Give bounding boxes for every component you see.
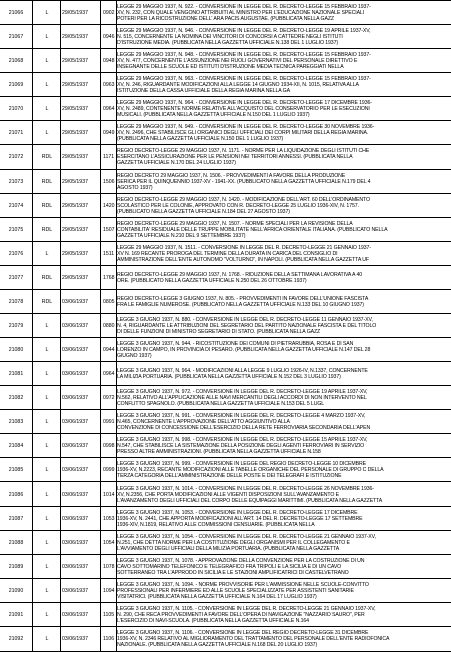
decree-date: 29/05/1937 — [62, 154, 88, 161]
decree-type: RDL — [41, 202, 53, 209]
decree-code: 0963 — [103, 82, 115, 89]
decree-number: 21070 — [8, 106, 24, 113]
table-row — [0, 410, 451, 434]
decree-type: RDL — [41, 274, 53, 281]
description-line: REGIO DECRETO-LEGGE 29 MAGGIO 1937, N. 1420. - MODIFICAZIONE DELL'ART. 60 DELL'ORDINAMENTO — [117, 196, 370, 203]
table-row — [0, 458, 451, 482]
decree-date: 03/06/1937 — [62, 611, 88, 618]
description-line: FRA LE FAMIGLIE NUMEROSE. (PUBBLICATO NELLA GAZZETTA UFFICIALE N.133 DEL 10 GIUGNO 1937) — [117, 301, 364, 308]
description-line: SCOLASTICO PER LE COLONIE, APPROVATO CON R. DECRETO-LEGGE 25 LUGLIO 1936-XIV, N. 1757. — [117, 202, 359, 209]
description-line: LORENZO IN CAMPO, IN PROVINCIA DI PESARO. (PUBBLICATA NELLA GAZZETTA UFFICIALE N.147 DEL 28 — [117, 347, 371, 354]
description-line: AGOSTO 1937) — [117, 184, 153, 191]
decree-type: L — [45, 515, 49, 522]
description-line: N.547, CHE STABILISCE LA SISTEMAZIONE DELLA POSIZIONE DEGLI AGENTI FERROVIARI IN SERVIZIO — [117, 443, 365, 450]
decree-type: L — [45, 347, 49, 354]
table-row — [0, 603, 451, 627]
decree-description — [117, 486, 449, 504]
decree-number: 21072 — [8, 154, 24, 161]
decree-code: 0964 — [103, 106, 115, 113]
decree-date: 29/05/1937 — [62, 250, 88, 257]
decree-date: 03/06/1937 — [62, 298, 88, 305]
decree-description — [117, 272, 449, 284]
description-line: LEGGE 3 GIUGNO 1937, N. 1105. - CONVERSIONE IN LEGGE DEL R. DECRETO-LEGGE 21 GENNAIO 1937-XV, — [117, 605, 376, 612]
description-line: REGIO DECRETO 29 MAGGIO 1937, N. 1506. - PROVVEDIMENTI A FAVORE DELLA PRODUZIONE — [117, 172, 346, 179]
decree-type: L — [45, 106, 49, 113]
description-line: LEGGE 3 GIUGNO 1937, N. 998. - CONVERSIONE IN LEGGE DEL R. DECRETO-LEGGE 15 APRILE 1937-XV, — [117, 437, 368, 444]
description-line: LEGGE 29 MAGGIO 1937, N. 963. - CONVERSIONE IN LEGGE DEL R. DECRETO-LEGGE 15 FEBBRAIO 1937- — [117, 76, 371, 83]
decree-code: 0946 — [103, 34, 115, 41]
table-row — [0, 555, 451, 579]
description-line: NAZIONALE. (PUBBLICATA NELLA GAZZETTA UFFICIALE N.168 DEL 20 LUGLIO 1937) — [117, 641, 318, 648]
decree-description — [117, 52, 449, 70]
description-line: CONTABILITA' RESIDUALE DELLE TRUPPE MOBILITATE NELL'AFRICA ORIENTALE ITALIANA. (PUBBLICATO NELLA — [117, 226, 388, 233]
decree-number: 21086 — [8, 491, 24, 498]
decree-code: 1507 — [103, 226, 115, 233]
description-line: D'ISTRUZIONE MEDIA. (PUBBLICATA NELLA GAZZETTA UFFICIALE N.138 DEL 1 LUGLIO 1937) — [117, 40, 338, 47]
decree-description — [117, 510, 449, 528]
description-line: N.465, CONCERNENTE L'APPROVAZIONE DELL'ATTO AGGIUNTIVO ALLA — [117, 419, 290, 426]
decree-description — [117, 630, 449, 648]
decree-code: 0999 — [103, 467, 115, 474]
decree-number: 21079 — [8, 322, 24, 329]
decree-code: 1053 — [103, 515, 115, 522]
decree-description — [117, 197, 449, 215]
decree-code: 1420 — [103, 202, 115, 209]
decree-number: 21069 — [8, 82, 24, 89]
decree-description — [117, 173, 449, 191]
table-row — [0, 145, 451, 169]
decree-number: 21067 — [8, 34, 24, 41]
decree-number: 21090 — [8, 587, 24, 594]
table-row — [0, 25, 451, 49]
description-line: AMMINISTRAZIONE DELL'ENTE AUTONOMO "VOLTURNO", IN NAPOLI. (PUBBLICATA NELLA GAZZETTA UF — [117, 256, 369, 263]
decree-type: L — [45, 58, 49, 65]
decree-code: 0972 — [103, 395, 115, 402]
description-line: POTERI PER LA RICOSTRUZIONE DELL' ARA PACIS AUGUSTAE. (PUBBLICATA NELLA GAZZ — [117, 16, 334, 23]
decree-description — [117, 437, 449, 455]
decree-date: 03/06/1937 — [62, 419, 88, 426]
decree-date: 03/06/1937 — [62, 563, 88, 570]
description-line: 1936-XV, N. 2441, CHE APPORTA MODIFICAZIONI ALL'ART. 14 DEL R. DECRETO-LEGGE 17 SETTEMBRE — [117, 515, 363, 522]
decree-number: 21081 — [8, 371, 24, 378]
description-line: CONFLITTO SPAGNOLO. (PUBBLICATA NELLA GAZZETTA UFFICIALE N.153 DEL 5 LUGL — [117, 401, 325, 408]
table-row — [0, 531, 451, 555]
decree-type: RDL — [41, 178, 53, 185]
decree-description — [117, 296, 449, 308]
description-line: (PUBBLICATA NELLA GAZZETTA UFFICIALE N.150 DEL 1 LUGLIO 1937) — [117, 136, 284, 143]
decree-description — [117, 4, 449, 22]
decree-type: L — [45, 130, 49, 137]
description-line: L'AVANZAMENTO DEGLI UFFICIALI DEL CORPO DELLE EQUIPAGGI MARITTIMI. (PUBBLICATA NELLA GAZZETTA — [117, 497, 383, 504]
decree-code: 1511 — [103, 250, 115, 257]
description-line: XV, N.2356, CHE PORTA MODIFICAZIONI ALLE VIGENTI DISPOSIZIONI SULL'AVANZAMENTO E — [117, 491, 340, 498]
decree-description — [117, 317, 449, 335]
description-line: LEGGE 3 GIUGNO 1937, N. 944. - RICOSTITUZIONE DEI COMUNI DI PIETRARUBBIA, ROSA E DI SAN — [117, 341, 354, 348]
table-row — [0, 507, 451, 531]
decree-number: 21080 — [8, 347, 24, 354]
decree-number: 21085 — [8, 467, 24, 474]
decree-date: 29/05/1937 — [62, 106, 88, 113]
description-line: 1936-XIV, N.1819, RELATIVO ALLE COMMISSIONI CENSUARIE. (PUBBLICATA NELLA — [117, 521, 315, 528]
description-line: TERZA CATEGORIA DELL'AMMINISTRAZIONE DELLE POSTE E DEI TELEGRAFI E ISTITUZIONE — [117, 473, 342, 480]
decree-date: 29/05/1937 — [62, 226, 88, 233]
table-row — [0, 242, 451, 266]
decree-type: L — [45, 10, 49, 17]
decree-date: 03/06/1937 — [62, 587, 88, 594]
decree-code: 0880 — [103, 322, 115, 329]
decree-type: RDL — [41, 298, 53, 305]
decree-description — [117, 582, 449, 600]
decree-type: RDL — [41, 226, 53, 233]
decree-description — [117, 368, 449, 380]
description-line: N. 515, CONCERNENTE LA NOMINA DEI VINCITORI DI CONCORSI A CATTEDRE NEGLI ISTITUTI — [117, 34, 343, 41]
description-line: N. 290, CHE RECA PROVVEDIMENTI A FAVORE DELL'OPERA DI NAVIGAZIONE "NAZZARIO SAURO", PER — [117, 611, 365, 618]
description-line: LEGGE 3 GIUGNO 1937, N. 1078. - APPROVAZIONE DELLA CONVENZIONE PER LA COSTRUZIONE DI UN — [117, 557, 365, 564]
decree-date: 29/05/1937 — [62, 58, 88, 65]
decree-description — [117, 28, 449, 46]
decree-code: 1768 — [103, 274, 115, 281]
description-line: LEGGE 29 MAGGIO 1937, N. 949. - CONVERSIONE IN LEGGE DEL R. DECRETO-LEGGE 30 NOVEMBRE 1936- — [117, 124, 375, 131]
decree-description — [117, 245, 449, 263]
decree-code: 1171 — [103, 154, 115, 161]
description-line: LEGGE 29 MAGGIO 1937, N. 1511. - CONVERSIONE IN LEGGE DEL R. DECRETO-LEGGE 21 GENNAIO 1937- — [117, 244, 371, 251]
table-row — [0, 362, 451, 386]
description-line: LEGGE 29 MAGGIO 1937, N. 948. - CONVERSIONE IN LEGGE DEL R. DECRETO-LEGGE 15 FEBBRAIO 1937- — [117, 52, 371, 59]
decree-code: 0991 — [103, 419, 115, 426]
description-line: REGIO DECRETO-LEGGE 3 GIUGNO 1937, N. 805. - PROVVEDIMENTI IN FAVORE DELL'UNIONE FASCISTA — [117, 295, 369, 302]
decree-number: 21074 — [8, 202, 24, 209]
decree-number: 21087 — [8, 515, 24, 522]
table-row — [0, 434, 451, 458]
description-line: XV, N. 2489, CONTENENTE NORME RELATIVE ALL'ACQUISTO DEL CONSERVATORIO PER LE ESECUZIONI — [117, 106, 370, 113]
decree-code: 0948 — [103, 58, 115, 65]
decree-type: L — [45, 395, 49, 402]
table-row — [0, 170, 451, 194]
description-line: LEGGE 3 GIUGNO 1937, N. 999. - CONVERSIONE IN LEGGE DEL REGIO DECRETO-LEGGE 10 DICEMBRE — [117, 461, 366, 468]
decree-code: 1105 — [103, 611, 115, 618]
description-line: XV, N. 2496, CHE STABILISCE GLI ORGANICI DEGLI UFFICIALI DEI CORPI MILITARI DELLA REGIA MARINA. — [117, 130, 369, 137]
decree-description — [117, 124, 449, 142]
table-row — [0, 314, 451, 338]
description-line: L'ESERCIZIO DI NAVI-SCUOLA. (PUBBLICATA NELLA GAZZETTA UFFICIALE N.164 — [117, 617, 309, 624]
decree-code: 1094 — [103, 587, 115, 594]
description-line: (PUBBLICATO NELLA GAZZETTA UFFICIALE N.184 DEL 27 AGOSTO 1937) — [117, 208, 290, 215]
decree-description — [117, 221, 449, 239]
description-line: VISITATRICI. (PUBBLICATA NELLA GAZZETTA UFFICIALE N.164 DEL 17 LUGLIO 1937) — [117, 593, 317, 600]
decree-date: 03/06/1937 — [62, 635, 88, 642]
description-line: 1936-XV, N. 2346 RELATIVO AL MIGLIORAMENTO DEL TRATTAMENTO DEL PERSONALE DELL'ENTE RADIOFONICA — [117, 635, 390, 642]
description-line: REGIO DECRETO-LEGGE 29 MAGGIO 1937, N. 1507. - NORME SPECIALI PER LA REVISIONE DELLA — [117, 220, 353, 227]
table-row — [0, 579, 451, 603]
decree-number: 21066 — [8, 10, 24, 17]
decree-description — [117, 413, 449, 431]
decree-date: 29/05/1937 — [62, 130, 88, 137]
decree-code: 1078 — [103, 563, 115, 570]
decree-date: 03/06/1937 — [62, 322, 88, 329]
decree-number: 21082 — [8, 395, 24, 402]
decree-number: 21083 — [8, 419, 24, 426]
description-line: PRESSO ALTRE AMMINISTRAZIONI. (PUBBLICATA NELLA GAZZETTA UFFICIALE N.158 — [117, 449, 321, 456]
decree-description — [117, 341, 449, 359]
description-line: XV, N. 477, CONCERNENTE L'ASSUNZIONE NEI RUOLI GOVERNATIVI DEL PERSONALE DIRETTIVO E — [117, 58, 358, 65]
description-line: LEGGE 3 GIUGNO 1937, N. 964. - MODIFICAZIONI ALLA LEGGE 9 LUGLIO 1926-IV, N.1337, CONCERNENTE — [117, 368, 368, 375]
decree-date: 29/05/1937 — [62, 10, 88, 17]
description-line: L'AVVIAMENTO DEGLI UFFICIALI DELLA MILIZIA PORTUARIA. (PUBBLICATA NELLA GAZZETTA — [117, 545, 340, 552]
decree-code: 1014 — [103, 491, 115, 498]
description-line: GAZZETTA UFFICIALE N.170 DEL 24 LUGLIO 1937) — [117, 160, 236, 167]
description-line: REGIO DECRETO-LEGGE 29 MAGGIO 1937, N. 1768. - RIDUZIONE DELLA SETTIMANA LAVORATIVA A 40 — [117, 271, 363, 278]
table-row — [0, 97, 451, 121]
decree-description — [117, 148, 449, 166]
decree-number: 21084 — [8, 443, 24, 450]
decree-type: L — [45, 443, 49, 450]
decree-type: L — [45, 250, 49, 257]
table-row — [0, 290, 451, 314]
decree-type: L — [45, 467, 49, 474]
description-line: LEGGE 3 GIUGNO 1937, N. 1094. - NORME PROVVISORIE PER L'AMMISSIONE NELLE SCUOLE-CONVITTO — [117, 581, 369, 588]
description-line: ESERCITANO L'ASSICURAZIONE PER LE PENSIONI NEI TERRITORI ANNESSI. (PUBBLICATA NELLA — [117, 154, 353, 161]
description-line: XV, N. 246, RIGUARDANTE MODIFICAZIONI ALLA LEGGE 14 GIUGNO 1934-XII, N. 1015, RELATIVA ALLA — [117, 82, 359, 89]
table-row — [0, 386, 451, 410]
table-row — [0, 218, 451, 242]
decree-description — [117, 558, 449, 576]
decree-type: L — [45, 563, 49, 570]
decree-code: 0998 — [103, 443, 115, 450]
decree-date: 03/06/1937 — [62, 467, 88, 474]
description-line: LEGGE 29 MAGGIO 1937, N. 946. - CONVERSIONE IN LEGGE DEL R. DECRETO-LEGGE 19 APRILE 1937-XV, — [117, 28, 371, 35]
decree-date: 03/06/1937 — [62, 371, 88, 378]
description-line: LEGGE 3 GIUGNO 1937, N. 1053. - CONVERSIONE IN LEGGE DEL R. DECRETO-LEGGE 17 DICEMBRE — [117, 509, 358, 516]
description-line: LEGGE 3 GIUGNO 1937, N. 991. - CONVERSIONE IN LEGGE DEL R. DECRETO-LEGGE 4 MARZO 1937-XV, — [117, 413, 366, 420]
decree-date: 03/06/1937 — [62, 491, 88, 498]
decree-type: L — [45, 34, 49, 41]
decree-number: 21075 — [8, 226, 24, 233]
decree-number: 21071 — [8, 130, 24, 137]
decree-number: 21077 — [8, 274, 24, 281]
description-line: N.562, RELATIVO ALL'APPLICAZIONE ALLE NAVI MERCANTILI DEGLI ACCORDI DI NON INTERVENTO NEL — [117, 395, 367, 402]
decree-type: L — [45, 371, 49, 378]
table-row — [0, 627, 451, 651]
description-line: N. 4, RIGUARDANTE LE ATTRIBUZIONI DEL SEGRETARIO DEL PARTITO NAZIONALE FASCISTA E DEL TITOLO — [117, 322, 377, 329]
decree-date: 03/06/1937 — [62, 347, 88, 354]
decree-date: 03/06/1937 — [62, 515, 88, 522]
table-row — [0, 194, 451, 218]
description-line: XV N. 169 RECANTE PROROGA DEL TERMINE DELLA DURATA IN CARICA DEL CONSIGLIO DI — [117, 250, 338, 257]
decree-code: 0944 — [103, 347, 115, 354]
decree-number: 21073 — [8, 178, 24, 185]
description-line: ORE. (PUBBLICATO NELLA GAZZETTA UFFICIALE N.250 DEL 26 OTTOBRE 1937) — [117, 277, 307, 284]
decree-description — [117, 534, 449, 552]
decree-number: 21068 — [8, 58, 24, 65]
decree-type: L — [45, 419, 49, 426]
decree-number: 21092 — [8, 635, 24, 642]
decree-description — [117, 100, 449, 118]
decree-number: 21088 — [8, 539, 24, 546]
decree-date: 03/06/1937 — [62, 395, 88, 402]
description-line: REGIO DECRETO-LEGGE 29 MAGGIO 1937, N. 1171. - NORME PER LA LIQUIDAZIONE DEGLI ISTITUTI CHE — [117, 148, 370, 155]
description-line: LEGGE 3 GIUGNO 1937, N. 1106. - CONVERSIONE IN LEGGE DEL REGIO DECRETO-LEGGE 31 DICEMBRE — [117, 629, 369, 636]
table-row — [0, 266, 451, 290]
table-row — [0, 482, 451, 506]
decree-number: 21078 — [8, 298, 24, 305]
decree-code: 1106 — [103, 635, 115, 642]
decree-date: 29/05/1937 — [62, 178, 88, 185]
decree-code: 0949 — [103, 130, 115, 137]
description-line: CONVENZIONE DI CONCESSIONE DELL'ESERCIZIO DELLA RETE FERROVIARIA SECONDARIA DELL'APEN — [117, 425, 371, 432]
description-line: LA MILIZIA PORTUARIA. (PUBBLICATA NELLA GAZZETTA UFFICIALE N.152 DEL 3 LUGLIO 1937) — [117, 374, 341, 381]
decree-date: 29/05/1937 — [62, 202, 88, 209]
decree-type: L — [45, 322, 49, 329]
description-line: N.251, CHE DETTA NORME PER LA COSTITUZIONE DEGLI ORGANISMI PER IL COLLEGAMENTO E — [117, 539, 350, 546]
description-line: GIUGNO 1937) — [117, 353, 152, 360]
description-line: LEGGE 3 GIUGNO 1937, N. 1014. - CONVERSIONE IN LEGGE DEL R. DECRETO-LEGGE 26 NOVEMBRE 1936- — [117, 485, 374, 492]
decree-date: 03/06/1937 — [62, 539, 88, 546]
decree-code: 0805 — [103, 298, 115, 305]
description-line: LEGGE 3 GIUGNO 1937, N. 972. - CONVERSIONE IN LEGGE DEL R. DECRETO-LEGGE 19 APRILE 1937-XV, — [117, 389, 368, 396]
description-line: LEGGE 29 MAGGIO 1937, N. 922. - CONVERSIONE IN LEGGE DEL R. DECRETO-LEGGE 15 FEBBRAIO 1937- — [117, 4, 371, 11]
decree-code: 0902 — [103, 10, 115, 17]
description-line: MUSICALI. (PUBBLICATA NELLA GAZZETTA UFFICIALE N.150 DEL 1 LUGLIO 1937) — [117, 112, 310, 119]
decree-date: 29/05/1937 — [62, 34, 88, 41]
description-line: LEGGE 3 GIUGNO 1937, N. 880. - CONVERSIONE IN LEGGE DEL R. DECRETO-LEGGE 11 GENNAIO 1937-XV, — [117, 316, 373, 323]
decree-description — [117, 76, 449, 94]
decree-date: 29/05/1937 — [62, 82, 88, 89]
decree-number: 21089 — [8, 563, 24, 570]
decree-date: 03/06/1937 — [62, 443, 88, 450]
decree-code: 0964 — [103, 371, 115, 378]
decree-type: L — [45, 611, 49, 618]
description-line: SOTTERRANEO TRA L'APPRODO IN SICILIA E LE STAZIONI AMPLIFICATRICI DI CASTELVETRANO — [117, 569, 349, 576]
description-line: LEGGE 3 GIUGNO 1937, N. 1054. - CONVERSIONE IN LEGGE DEL R. DECRETO-LEGGE 21 GENNAIO 1937-XV, — [117, 533, 376, 540]
decree-type: L — [45, 635, 49, 642]
decree-number: 21076 — [8, 250, 24, 257]
description-line: GAZZETTA UFFICIALE N.210 DEL 9 SETTEMBRE 1937) — [117, 232, 246, 239]
decree-date: 29/05/1937 — [62, 274, 88, 281]
description-line: DI DELLE FUNZIONI DI MINISTRO SEGRETARIO DI STATO. (PUBBLICATA NELLA GAZZ — [117, 328, 321, 335]
decree-type: L — [45, 587, 49, 594]
table-row — [0, 1, 451, 25]
decree-type: RDL — [41, 154, 53, 161]
table-row — [0, 73, 451, 97]
table-row — [0, 49, 451, 73]
description-line: CAVO SOTTOMARINO TELEFONICO E TELEGRAFICO FRA TRIPOLI E LA SICILIA E DI UN CAVO — [117, 563, 342, 570]
description-line: 1936-XV, N.2223, RECANTE MODIFICAZIONI ALLE TABELLE ORGANICHE DEL PERSONALE DI GRUPPO C DELLA — [117, 467, 384, 474]
decree-type: L — [45, 539, 49, 546]
decree-code: 1054 — [103, 539, 115, 546]
description-line: LEGGE 29 MAGGIO 1937, N. 964. - CONVERSIONE IN LEGGE DEL R. DECRETO-LEGGE 17 DICEMBRE 1936- — [117, 100, 372, 107]
decree-type: L — [45, 82, 49, 89]
table-row — [0, 338, 451, 362]
decree-description — [117, 606, 449, 624]
decree-number: 21091 — [8, 611, 24, 618]
table-row — [0, 121, 451, 145]
decree-description — [117, 461, 449, 479]
description-line: PROFESSIONALI PER INFERMIERE ED ALLE SCUOLE SPECIALIZZATE PER ASSISTENTI SANITARIE — [117, 587, 354, 594]
description-line: ISTITUZIONE DELLA CASSA UFFICIALE DELLA REGIA MARINA NELLA GA — [117, 88, 290, 95]
decree-code: 1506 — [103, 178, 115, 185]
decree-type: L — [45, 491, 49, 498]
decree-description — [117, 389, 449, 407]
description-line: XV, N. 232, CON QUALE VENGONO ATTRIBUITI AL MINISTRO PER L'EDUCAZIONE NAZIONALE SPECIALI — [117, 10, 365, 17]
description-line: INSEGNANTE DELLE SCUOLE ED ISTITUTI D'ISTRUZIONE MEDIA TECNICA PAREGGIATI NELLA — [117, 64, 344, 71]
description-line: SERICA PER IL QUINQUENNIO 1937-XV - 1941-XX. (PUBBLICATO NELLA GAZZETTA UFFICIALE N.179 DEL 4 — [117, 178, 371, 185]
